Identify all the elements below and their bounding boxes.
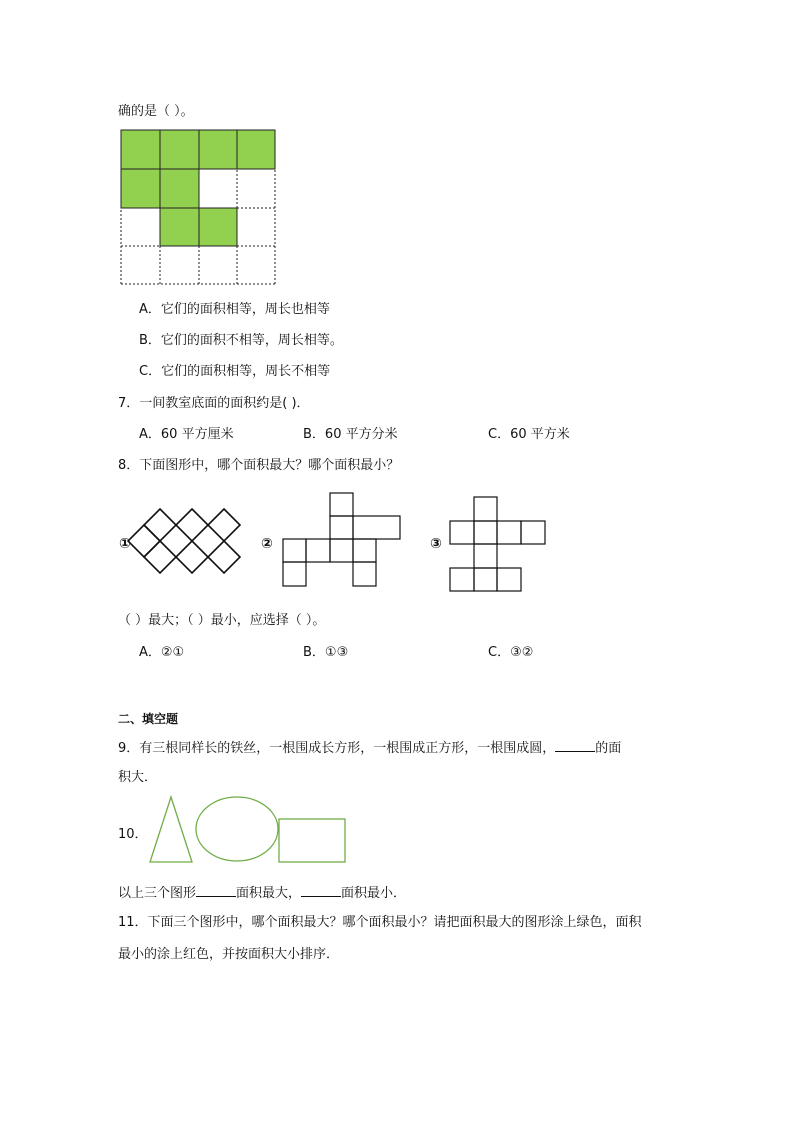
q10-text-pre: 以上三个图形 (118, 886, 197, 901)
q11-line1: 11．下面三个图形中，哪个面积最大？哪个面积最小？请把面积最大的图形涂上绿色，面积 (118, 915, 642, 930)
q8-option-a: A．②① (139, 645, 185, 660)
q8-option-b: B．①③ (303, 645, 349, 660)
q9-blank[interactable] (555, 739, 595, 752)
q9-line1-text: 9．有三根同样长的铁丝，一根围成长方形，一根围成正方形，一根围成圆， (118, 741, 556, 756)
q10-number: 10． (118, 827, 148, 842)
q10-blank-smallest[interactable] (301, 884, 341, 897)
q6-green-cell (121, 130, 160, 169)
q10-blank-largest[interactable] (196, 884, 236, 897)
q8-label-3: ③ (430, 536, 442, 552)
q10-ellipse (196, 797, 278, 861)
q6-green-cell (199, 208, 237, 246)
q10-text-post: 面积最小． (341, 886, 407, 901)
q9-line1-post: 的面 (595, 741, 622, 756)
q7-stem: 7．一间教室底面的面积约是( )． (118, 396, 310, 411)
q6-green-cell (237, 130, 275, 169)
q9-line1 (118, 739, 621, 757)
q8-figure-2 (283, 492, 405, 590)
q10-shapes (148, 795, 348, 865)
q6-shape-grid (121, 130, 277, 286)
q6-stem-tail: 确的是（ ）。 (118, 104, 194, 119)
q9-line2: 积大． (118, 770, 158, 785)
q8-figure-1 (138, 508, 244, 576)
q11-line2: 最小的涂上红色，并按面积大小排序． (118, 947, 340, 962)
q10-rectangle (279, 819, 345, 862)
q8-label-1: ① (119, 536, 131, 552)
q8-option-c: C．③② (488, 645, 534, 660)
q6-green-cell (199, 130, 237, 169)
section-title: 二、填空题 (118, 712, 179, 726)
q6-option-c: C．它们的面积相等，周长不相等 (139, 364, 331, 379)
q6-green-cell (160, 130, 199, 169)
q7-option-c: C．60 平方米 (488, 427, 570, 442)
q6-green-cell (121, 169, 160, 208)
q8-answer-line: （ ）最大；（ ）最小，应选择（ ）。 (118, 613, 326, 628)
q6-option-a: A．它们的面积相等，周长也相等 (139, 302, 330, 317)
q10-answer-line (118, 884, 406, 902)
q8-stem: 8．下面图形中，哪个面积最大？哪个面积最小？ (118, 458, 400, 473)
q8-label-2: ② (261, 536, 273, 552)
q6-green-cell (160, 169, 199, 208)
q8-figure-3 (450, 496, 548, 594)
q6-option-b: B．它们的面积不相等，周长相等。 (139, 333, 343, 348)
q6-green-cell (160, 208, 199, 246)
q10-triangle (150, 797, 192, 862)
q10-text-mid: 面积最大， (236, 886, 302, 901)
q7-option-a: A．60 平方厘米 (139, 427, 234, 442)
q7-option-b: B．60 平方分米 (303, 427, 398, 442)
